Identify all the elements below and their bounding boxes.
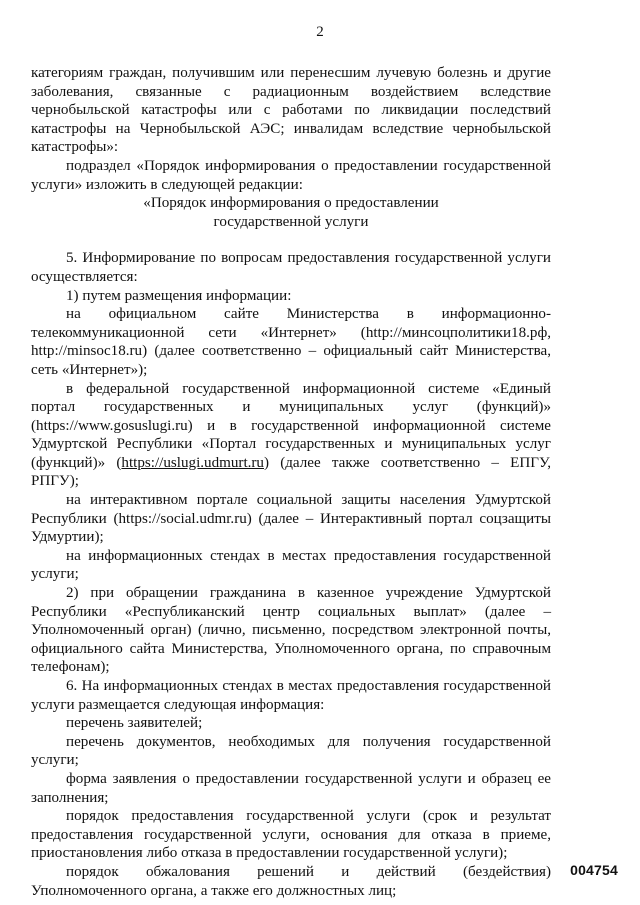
paragraph: 6. На информационных стендах в местах предоставления государственной услуги размещается следующая информация:	[31, 678, 551, 713]
paragraph: форма заявления о предоставлении государственной услуги и образец ее заполнения;	[31, 770, 551, 806]
section-heading-line-1: «Порядок информирования о предоставлении	[143, 195, 439, 212]
rpgu-link[interactable]: https://uslugi.udmurt.ru	[121, 454, 264, 471]
paragraph: категориям граждан, получившим или перенесшим лучевую болезнь и другие заболевания, связанные с радиационным воздействием вследствие чернобыльской катастрофы или с работами по ликвидации последствий катастрофы на Чернобыльской АЭС; инвалидам вследствие чернобыльской катастрофы»:	[31, 65, 551, 156]
paragraph	[31, 380, 551, 492]
paragraph: порядок предоставления государственной услуги (срок и результат предоставления государственной услуги, основания для отказа в приеме, приостановления либо отказа в предоставлении государственной услуги);	[31, 808, 551, 862]
paragraph: на официальном сайте Министерства в информационно-телекоммуникационной сети «Интернет» (http://минсоцполитики18.рф, http://minsoc18.ru) (далее соответственно – официальный сайт Министерства, сеть «Интернет»);	[31, 306, 551, 378]
serial-number: 004754	[570, 862, 618, 878]
page-number: 2	[316, 24, 324, 40]
paragraph: на интерактивном портале социальной защиты населения Удмуртской Республики (https://social.udmr.ru) (далее – Интерактивный портал соцзащиты Удмуртии);	[31, 492, 551, 546]
paragraph: подраздел «Порядок информирования о предоставлении государственной услуги» изложить в следующей редакции:	[31, 157, 551, 193]
paragraph: перечень заявителей;	[66, 715, 203, 732]
paragraph: 2) при обращении гражданина в казенное учреждение Удмуртской Республики «Республиканский центр социальных выплат» (далее – Уполномоченный орган) (лично, письменно, посредством электронной почты, официального сайта Министерства, Уполномоченного органа, по справочным телефонам);	[31, 585, 551, 676]
text-span: ) (далее также соответственно – ЕПГУ, РПГУ);	[31, 454, 551, 490]
paragraph: 1) путем размещения информации:	[66, 287, 292, 304]
section-heading-line-2: государственной услуги	[213, 213, 369, 230]
document-body	[31, 64, 551, 900]
paragraph: на информационных стендах в местах предоставления государственной услуги;	[31, 547, 551, 583]
text-span: в федеральной государственной информационной системе «Единый портал государственных и муниципальных услуг (функций)» (https://www.gosuslugi.ru) и в государственной информационной системе Удмуртской Республики «Портал государственных и муниципальных услуг (функций)» (	[31, 380, 551, 471]
paragraph: перечень документов, необходимых для получения государственной услуги;	[31, 733, 551, 769]
paragraph: 5. Информирование по вопросам предоставления государственной услуги осуществляется:	[31, 250, 551, 285]
paragraph: порядок обжалования решений и действий (бездействия) Уполномоченного органа, а также его должностных лиц;	[31, 863, 551, 899]
